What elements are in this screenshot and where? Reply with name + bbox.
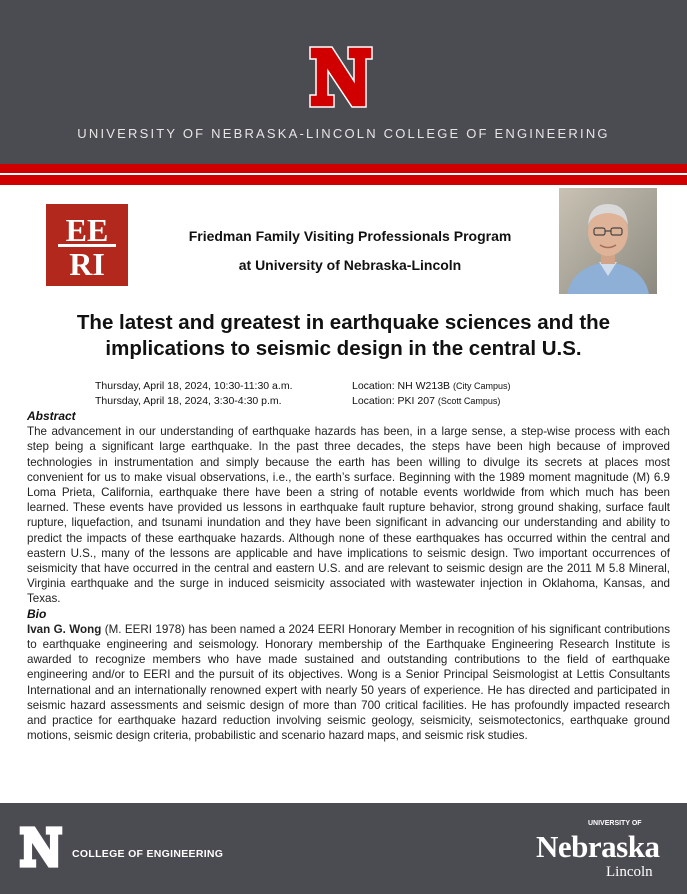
footer-lincoln-wordmark: Lincoln <box>606 864 653 880</box>
speaker-name: Ivan G. Wong <box>27 622 102 636</box>
university-college-line: UNIVERSITY OF NEBRASKA-LINCOLN COLLEGE OF ENGINEERING <box>77 126 610 141</box>
event-datetime: Thursday, April 18, 2024, 3:30-4:30 p.m. <box>95 395 282 407</box>
header-banner <box>0 0 687 164</box>
bio-text <box>27 622 670 744</box>
event-location <box>352 394 500 409</box>
location-campus: (Scott Campus) <box>437 396 501 406</box>
talk-title: The latest and greatest in earthquake sciences and the implications to seismic design in the central U.S. <box>76 311 611 360</box>
location-room: PKI 207 <box>397 395 435 407</box>
red-stripe <box>0 175 687 185</box>
event-row <box>95 379 511 394</box>
footer-nebraska-wordmark: Nebraska <box>536 829 660 864</box>
speaker-photo <box>559 188 657 294</box>
footer-banner <box>0 803 687 894</box>
location-room: NH W213B <box>397 380 451 392</box>
location-campus: (City Campus) <box>452 381 511 391</box>
body-content <box>27 409 670 743</box>
eeri-line1: EE <box>65 212 109 248</box>
eeri-logo <box>46 204 128 286</box>
footer-college-label: COLLEGE OF ENGINEERING <box>72 848 224 860</box>
footer-university-small <box>588 820 642 828</box>
footer-of-word: OF <box>631 820 642 827</box>
abstract-heading: Abstract <box>27 409 76 423</box>
event-datetime: Thursday, April 18, 2024, 10:30-11:30 a.m. <box>95 380 293 392</box>
event-row <box>95 394 511 409</box>
bio-heading: Bio <box>27 606 47 621</box>
event-location <box>352 379 511 394</box>
event-schedule <box>95 379 511 409</box>
location-label: Location: <box>352 395 395 407</box>
eeri-line2: RI <box>69 246 105 282</box>
location-label: Location: <box>352 380 395 392</box>
red-stripe <box>0 164 687 173</box>
program-line-2: at University of Nebraska-Lincoln <box>238 257 462 273</box>
bio-body: (M. EERI 1978) has been named a 2024 EERI Honorary Member in recognition of his significant contributions to earthquake engineering and seismology. Honorary membership of the Earthquake Engineering Research Institute is awarded to recognize members who have made sustained and outstanding contributions to the field of earthquake engineering and/or to EERI and the pursuit of its objectives. Wong is a Senior Principal Seismologist at Lettis Consultants International and an internationally renowned expert with nearly 50 years of experience. He has directed and participated in seismic hazard assessments and seismic design of more than 700 critical facilities. He has profoundly impacted research and practice for earthquake hazard reduction involving seismic geology, seismicity, seismotectonics, earthquake ground motions, seismic design criteria, probabilistic and scenario hazard maps, and seismic risk studies. <box>27 622 670 743</box>
footer-university-word: UNIVERSITY <box>588 820 630 827</box>
program-line-1: Friedman Family Visiting Professionals Program <box>188 228 512 244</box>
nebraska-n-icon <box>306 45 376 109</box>
footer-nebraska-n-icon <box>16 825 66 869</box>
eeri-logo-graphic <box>46 204 128 286</box>
program-title <box>140 222 560 280</box>
abstract-text: The advancement in our understanding of earthquake hazards has been, in a large sense, a step-wise process with each step being a significant large earthquake. In the past three decades, the steps have been high because of improved technologies in instrumentation and simply because the earth has been willing to divulge its secrets at places most convenient for us to make visual observations, i.e., the earth’s surface. Beginning with the 1989 moment magnitude (M) 6.9 Loma Prieta, California, earthquake there have been a string of notable events worldwide from which much has been learned. These events have provided us lessons in earthquake fault rupture behavior, strong ground shaking, surface fault rupture, liquefaction, and tsunami inundation and they have been significant in advancing our understanding and ability to predict the impacts of these earthquake hazards. Although none of these earthquakes has occurred within the central and eastern U.S., many of the lessons are applicable and have implications to seismic design. Two important occurrences of seismicity that have occurred in the central and eastern U.S. and are relevant to seismic design are the 2011 M 5.8 Mineral, Virginia earthquake and the surge in induced seismicity associated with wastewater injection in Oklahoma, Kansas, and Texas. <box>27 425 670 606</box>
